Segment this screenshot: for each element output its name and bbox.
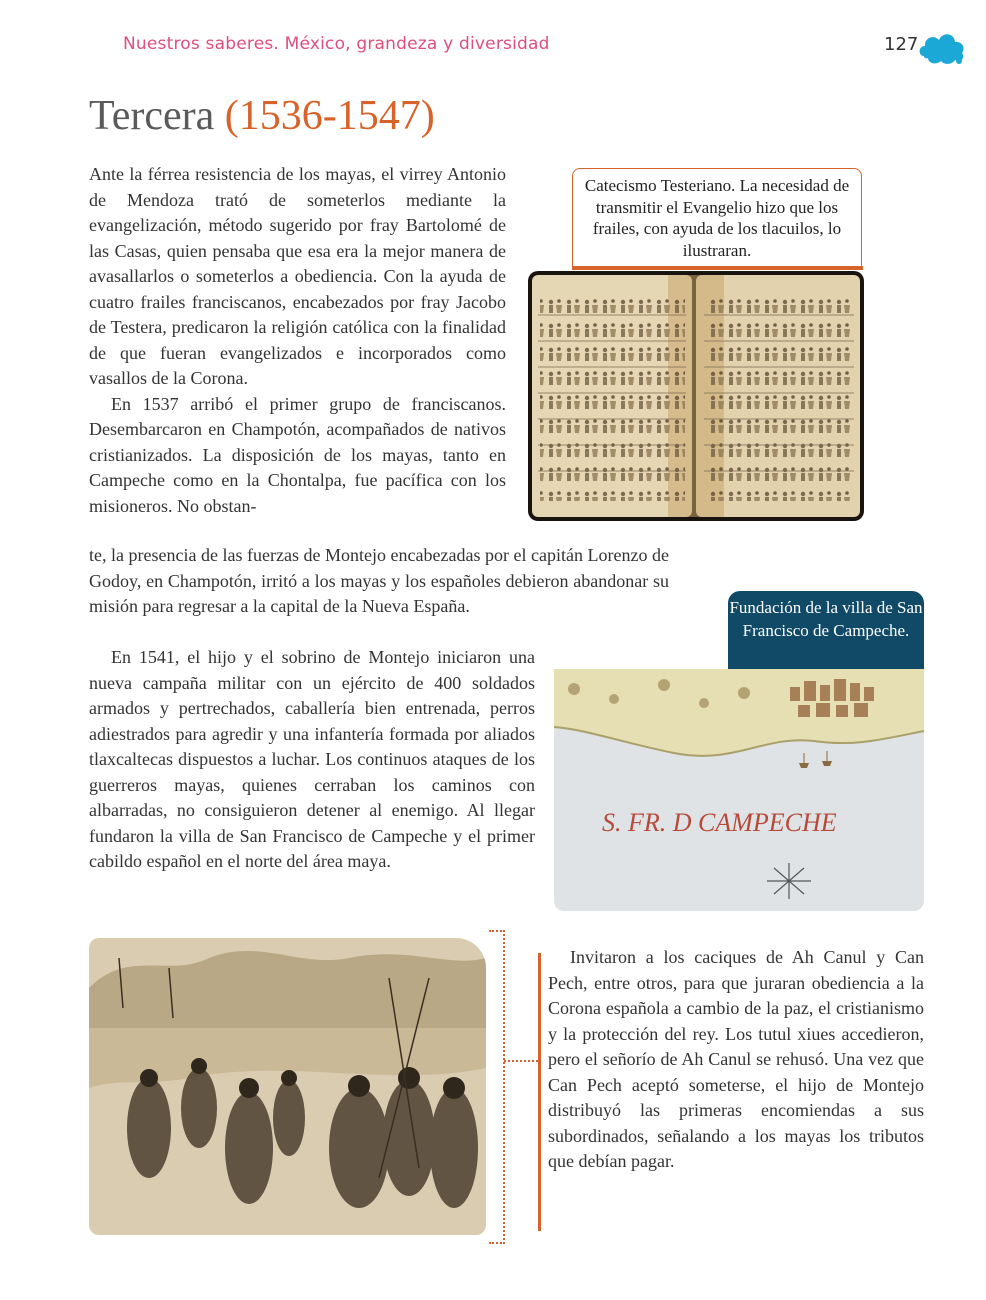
paragraph-4: Invitaron a los caciques de Ah Canul y Can Pech, entre otros, para que juraran obediencia a la Corona española a cambio de la paz, el cristianismo y la protección del rey. Los tutul xiues accedieron, pero el señorío de Ah Canul se rehusó. Una vez que Can Pech aceptó someterse, el hijo de Montejo distribuyó las primeras encomiendas a sus subordinados, señalando a los mayas los tributos que debían pagar. — [548, 947, 924, 1171]
section-years: (1536-1547) — [224, 93, 435, 139]
text-column-wide — [89, 543, 669, 620]
section-heading — [89, 92, 435, 140]
running-title: Nuestros saberes. México, grandeza y diversidad — [123, 34, 550, 54]
map-caption: Fundación de la villa de San Francisco de Campeche. — [728, 591, 924, 669]
section-title: Tercera — [89, 93, 215, 139]
text-column-top — [89, 162, 506, 519]
catecismo-testeriano-image — [528, 271, 864, 521]
campeche-map-image — [554, 669, 924, 911]
cloud-icon — [918, 30, 966, 66]
paragraph-1: Ante la férrea resistencia de los mayas, el virrey Antonio de Mendoza trató de someterlos mediante la evangelización, método sugerido por fray Bartolomé de las Casas, quien pensaba que esa era la mejor manera de avasallarlos o someterlos a obediencia. Con la ayuda de cuatro frailes franciscanos, encabezados por fray Jacobo de Testera, predicaron la religión católica con la finalidad de que fueran evangelizados e incorporados como vasallos de la Corona. — [89, 164, 506, 388]
paragraph-2-end: te, la presencia de las fuerzas de Montejo encabezadas por el capitán Lorenzo de Godoy, en Champotón, irritó a los mayas y los españoles debieron abandonar su misión para regresar a la capital de la Nueva España. — [89, 545, 669, 616]
engraving-image — [89, 938, 486, 1235]
codex-caption: Catecismo Testeriano. La necesidad de transmitir el Evangelio hizo que los frailes, con ayuda de los tlacuilos, lo ilustraran. — [572, 168, 862, 268]
paragraph-3: En 1541, el hijo y el sobrino de Montejo iniciaron una nueva campaña militar con un ejército de 400 soldados armados y pertrechados, caballería bien entrenada, perros adiestrados para agredir y una infantería formada por aliados tlaxcaltecas dispuestos a luchar. Los continuos ataques de los guerreros mayas, quienes cerraban los caminos con albarradas, no consiguieron detener al enemigo. Al llegar fundaron la villa de San Francisco de Campeche y el primer cabildo español en el norte del área maya. — [89, 647, 535, 871]
map-inscription: S. FR. D CAMPECHE — [602, 808, 837, 837]
side-rule — [538, 953, 541, 1231]
image-bracket — [489, 930, 505, 1244]
text-column-bottom — [548, 945, 924, 1175]
paragraph-2-start: En 1537 arribó el primer grupo de franciscanos. Desembarcaron en Champotón, acompañados de nativos cristianizados. La disposición de los mayas, tanto en Campeche como en la Chontalpa, fue pacífica con los misioneros. No obstan- — [89, 393, 506, 516]
image-connector — [504, 1060, 538, 1062]
page-number: 127 — [884, 34, 919, 55]
text-column-middle — [89, 645, 535, 875]
